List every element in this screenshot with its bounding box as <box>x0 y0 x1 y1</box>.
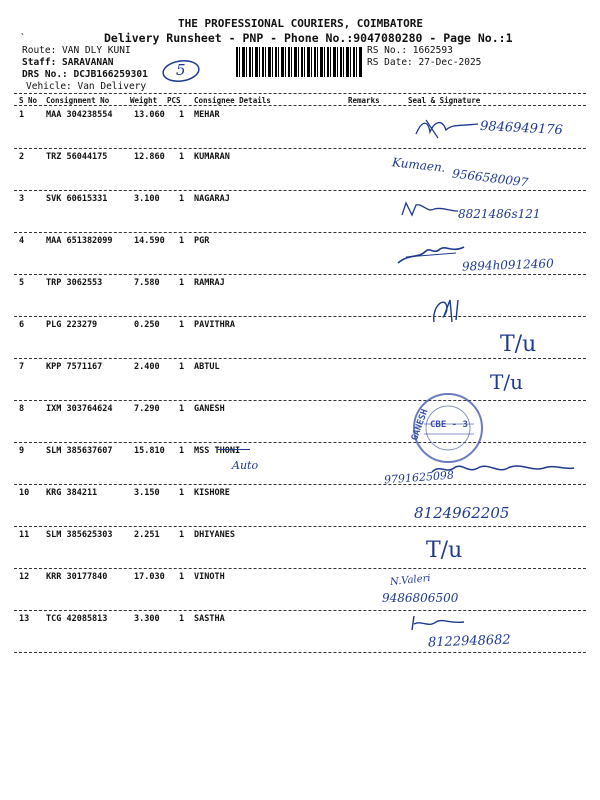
row-separator <box>14 274 586 275</box>
row-pcs: 1 <box>179 572 185 582</box>
row-weight: 2.251 <box>134 530 160 540</box>
row-consignee-name: RAMRAJ <box>194 278 225 288</box>
row-consignment-no: SVK 60615331 <box>46 194 108 204</box>
row-consignment-no: TCG 42085813 <box>46 614 108 624</box>
row-consignment-no: SLM 385637607 <box>46 446 113 456</box>
row-separator <box>14 526 586 527</box>
row-consignee-name: PGR <box>194 236 210 246</box>
stamp-text: GANESH <box>409 408 431 442</box>
col-consignee: Consignee Details <box>194 96 271 105</box>
row-sno: 10 <box>19 488 30 498</box>
col-weight: Weight <box>130 96 158 105</box>
row-pcs: 1 <box>179 110 185 120</box>
row-sno: 4 <box>19 236 25 246</box>
row-pcs: 1 <box>179 362 185 372</box>
signature-row-13 <box>408 614 468 634</box>
row-separator <box>14 232 586 233</box>
row-pcs: 1 <box>179 320 185 330</box>
row-sno: 12 <box>19 572 30 582</box>
row-consignment-no: KRR 30177840 <box>46 572 108 582</box>
row-consignee-name: MSS THONI <box>194 446 241 456</box>
row-pcs: 1 <box>179 614 185 624</box>
drs-number: DRS No.: DCJB166259301 <box>22 69 148 80</box>
col-consignment: Consignment No <box>46 96 110 105</box>
row-weight: 3.300 <box>134 614 160 624</box>
row-consignee-name: KUMARAN <box>194 152 230 162</box>
barcode-image <box>236 47 362 77</box>
route-label: Route: VAN DLY KUNI <box>22 45 131 56</box>
stamp-inner-text: CBE - 3 <box>430 420 468 430</box>
row-weight: 14.590 <box>134 236 165 246</box>
row-sno: 3 <box>19 194 25 204</box>
row-consignee-name: NAGARAJ <box>194 194 230 204</box>
row-consignee-name: SASTHA <box>194 614 225 624</box>
row-weight: 7.580 <box>134 278 160 288</box>
row-weight: 7.290 <box>134 404 160 414</box>
row-consignee-name: ABTUL <box>194 362 220 372</box>
row-pcs: 1 <box>179 278 185 288</box>
row-pcs: 1 <box>179 236 185 246</box>
row-sno: 6 <box>19 320 25 330</box>
hw-phone-row-13: 8122948682 <box>427 632 511 651</box>
row-weight: 15.810 <box>134 446 165 456</box>
col-seal-signature: Seal & Signature <box>408 96 481 105</box>
row-sno: 11 <box>19 530 30 540</box>
vehicle-label: Vehicle: Van Delivery <box>26 81 147 92</box>
row-weight: 2.400 <box>134 362 160 372</box>
row-weight: 3.100 <box>134 194 160 204</box>
row-consignment-no: SLM 385625303 <box>46 530 113 540</box>
row-weight: 3.150 <box>134 488 160 498</box>
row-separator <box>14 484 586 485</box>
hw-name-row-2: Kumaen. <box>391 155 447 175</box>
col-sno: S No <box>19 96 38 105</box>
tick-mark: ` <box>20 33 26 44</box>
row-sno: 1 <box>19 110 25 120</box>
row-pcs: 1 <box>179 194 185 204</box>
company-title: THE PROFESSIONAL COURIERS, COIMBATORE <box>178 17 424 30</box>
row-sno: 2 <box>19 152 25 162</box>
row-separator <box>14 610 586 611</box>
row-sno: 7 <box>19 362 25 372</box>
row-separator <box>14 400 586 401</box>
col-remarks: Remarks <box>348 96 380 105</box>
header-bottom-rule <box>14 105 586 106</box>
hw-phone-row-4: 9894h0912460 <box>461 256 554 274</box>
row-consignment-no: MAA 304238554 <box>46 110 113 120</box>
hw-phone-row-12: 9486806500 <box>382 591 459 605</box>
row-separator <box>14 316 586 317</box>
hw-tu-row-11: T/u <box>426 538 463 563</box>
row-separator <box>14 148 586 149</box>
rs-number: RS No.: 1662593 <box>367 45 453 56</box>
row-separator <box>14 442 586 443</box>
row-weight: 13.060 <box>134 110 165 120</box>
row-separator <box>14 358 586 359</box>
row-consignee-name: KISHORE <box>194 488 230 498</box>
header-top-rule <box>14 93 586 94</box>
col-pcs: PCS <box>167 96 181 105</box>
signature-row-4 <box>396 243 466 269</box>
rs-date: RS Date: 27-Dec-2025 <box>367 57 482 68</box>
row-consignee-name: PAVITHRA <box>194 320 235 330</box>
hw-name-row-12: N.Valeri <box>389 572 432 589</box>
hw-tu-row-7: T/u <box>490 370 523 394</box>
row-separator <box>14 652 586 653</box>
circled-number: 5 <box>176 61 186 79</box>
row-pcs: 1 <box>179 488 185 498</box>
hw-tu-row-6: T/u <box>500 332 537 357</box>
hw-phone-row-10: 8124962205 <box>414 504 510 522</box>
signature-row-1 <box>412 116 482 142</box>
row-weight: 12.860 <box>134 152 165 162</box>
hw-note-row-9: Auto <box>232 459 259 472</box>
signature-row-5 <box>426 294 470 324</box>
runsheet-subtitle: Delivery Runsheet - PNP - Phone No.:9047080280 - Page No.:1 <box>104 31 513 45</box>
row-sno: 8 <box>19 404 25 414</box>
row-separator <box>14 568 586 569</box>
row-sno: 5 <box>19 278 25 288</box>
row-consignee-name: VINOTH <box>194 572 225 582</box>
row-consignment-no: PLG 223279 <box>46 320 98 330</box>
hw-phone-row-2: 9566580097 <box>451 166 529 190</box>
hw-phone-row-1: 9846949176 <box>479 118 564 139</box>
row-sno: 9 <box>19 446 25 456</box>
row-weight: 17.030 <box>134 572 165 582</box>
row-pcs: 1 <box>179 530 185 540</box>
row-separator <box>14 190 586 191</box>
row-consignment-no: KPP 7571167 <box>46 362 103 372</box>
staff-label: Staff: SARAVANAN <box>22 57 114 68</box>
signature-row-3 <box>398 199 462 221</box>
row-pcs: 1 <box>179 152 185 162</box>
row-weight: 0.250 <box>134 320 160 330</box>
strike-through-mark <box>218 449 250 450</box>
hw-phone-row-9: 9791625098 <box>383 468 455 487</box>
row-consignee-name: DHIYANES <box>194 530 235 540</box>
row-consignment-no: KRG 384211 <box>46 488 98 498</box>
row-consignee-name: MEHAR <box>194 110 220 120</box>
hw-phone-row-3: 8821486s121 <box>458 207 541 221</box>
row-consignment-no: IXM 303764624 <box>46 404 113 414</box>
row-consignment-no: TRP 3062553 <box>46 278 103 288</box>
row-pcs: 1 <box>179 446 185 456</box>
row-sno: 13 <box>19 614 30 624</box>
row-consignment-no: MAA 651382099 <box>46 236 113 246</box>
row-consignee-name: GANESH <box>194 404 225 414</box>
row-consignment-no: TRZ 56044175 <box>46 152 108 162</box>
row-pcs: 1 <box>179 404 185 414</box>
